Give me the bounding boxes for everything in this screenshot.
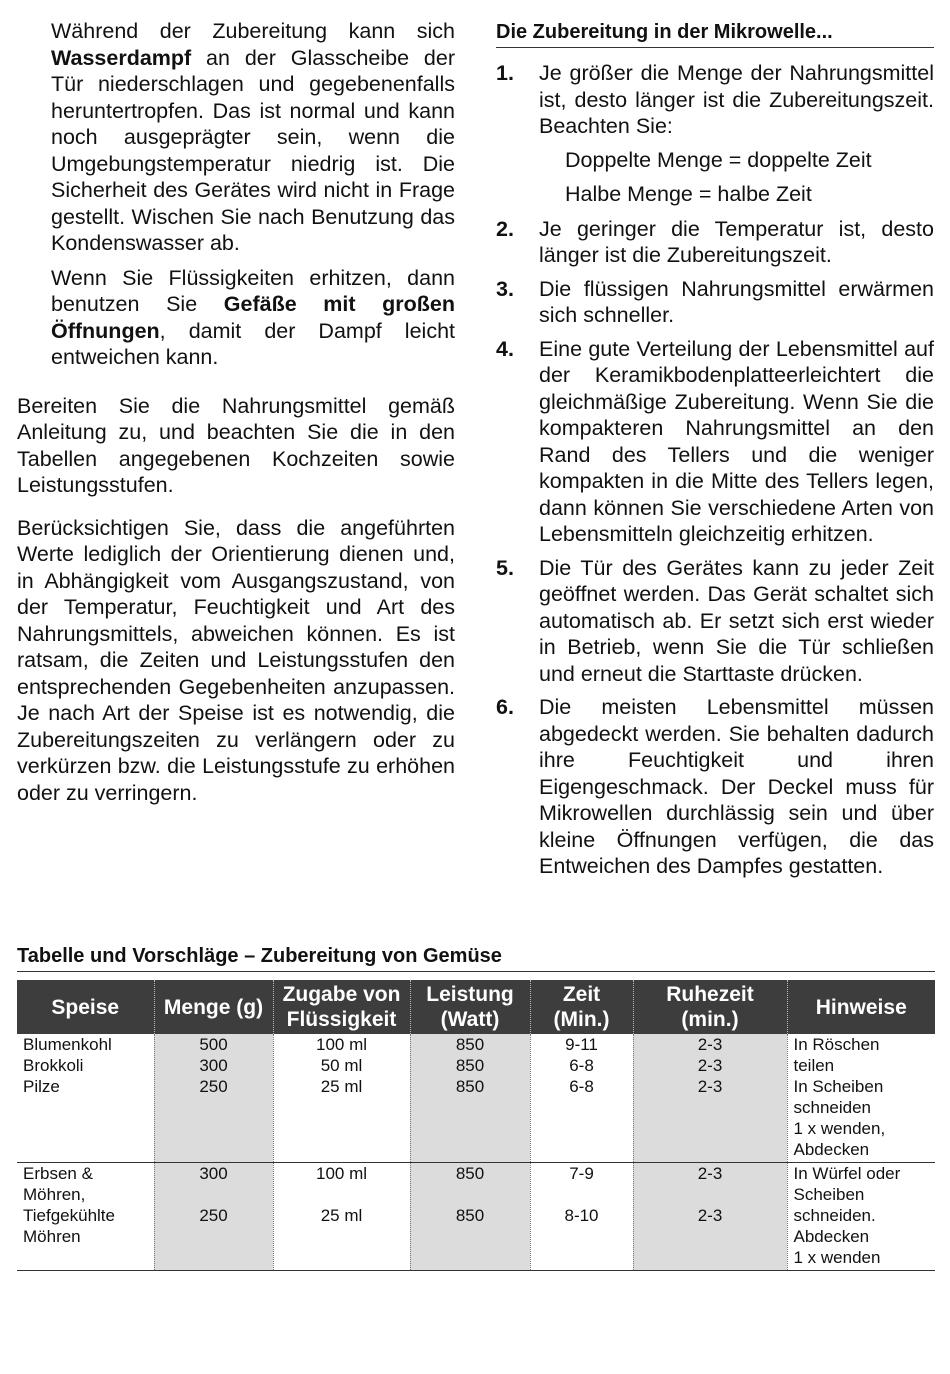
cell-zugabe: 100 ml 25 ml — [273, 1163, 410, 1271]
microwave-heading: Die Zubereitung in der Mikrowelle... — [496, 18, 934, 48]
cell-menge: 300 250 — [154, 1163, 273, 1271]
header-leistung: Leistung (Watt) — [410, 980, 530, 1034]
table-row — [17, 1163, 935, 1271]
cell-leistung: 850 850 — [410, 1163, 530, 1271]
bold-term-steam: Wasserdampf — [51, 45, 192, 70]
vegetable-table-section — [17, 942, 935, 1271]
left-column — [17, 18, 455, 806]
cell-zeit: 7-9 8-10 — [530, 1163, 633, 1271]
list-item: 1. Je größer die Menge der Nahrungsmittel ist, desto länger ist die Zubereitungszeit. Beachten Sie: — [496, 61, 934, 138]
header-menge: Menge (g) — [154, 980, 273, 1034]
cell-leistung: 850 850 850 — [410, 1034, 530, 1163]
vegetable-table — [17, 980, 935, 1271]
cell-hinweise: In Röschen teilen In Scheiben schneiden 1 x wenden, Abdecken — [787, 1034, 935, 1163]
bold-term-vessels: Gefäße mit großen Öffnungen — [51, 292, 455, 343]
header-zugabe: Zugabe von Flüssigkeit — [273, 980, 410, 1034]
table-row — [17, 1034, 935, 1163]
cell-zugabe: 100 ml 50 ml 25 ml — [273, 1034, 410, 1163]
right-column — [496, 18, 934, 887]
cell-ruhezeit: 2-3 2-3 2-3 — [633, 1034, 787, 1163]
header-hinweise: Hinweise — [787, 980, 935, 1034]
cell-menge: 500 300 250 — [154, 1034, 273, 1163]
guidance-paragraph: Berücksichtigen Sie, dass die angeführten Werte lediglich der Orientierung dienen und, in Abhängigkeit vom Ausgangszustand, von der Temperatur, Feuchtigkeit und Art des Nahrungsmittels, abweichen können. Es ist ratsam, die Zeiten und Leistungsstufen den entsprechenden Gegebenheiten anzupassen. Je nach Art der Speise ist es notwendig, die Zubereitungszeiten zu verlängern oder zu verkürzen bzw. die Leistungsstufe zu erhöhen oder zu verringern. — [17, 515, 455, 805]
rule-double: Doppelte Menge = doppelte Zeit — [565, 147, 872, 172]
preparation-paragraph: Bereiten Sie die Nahrungsmittel gemäß Anleitung zu, und beachten Sie die in den Tabellen angegebenen Kochzeiten sowie Leistungsstufen. — [17, 393, 455, 497]
header-zeit: Zeit (Min.) — [530, 980, 633, 1034]
cell-ruhezeit: 2-3 2-3 — [633, 1163, 787, 1271]
cell-hinweise: In Würfel oder Scheiben schneiden. Abdecken 1 x wenden — [787, 1163, 935, 1271]
cell-zeit: 9-11 6-8 6-8 — [530, 1034, 633, 1163]
cell-speise: Blumenkohl Brokkoli Pilze — [17, 1034, 154, 1163]
condensation-paragraph: Während der Zubereitung kann sich Wasserdampf an der Glasscheibe der Tür niederschlagen und gegebenenfalls heruntertropfen. Das ist normal und kann noch ausgeprägter sein, wenn die Umgebungstemperatur niedrig ist. Die Sicherheit des Gerätes wird nicht in Frage gestellt. Wischen Sie nach Benutzung das Kondenswasser ab. — [51, 19, 455, 255]
header-speise: Speise — [17, 980, 154, 1034]
rule-half: Halbe Menge = halbe Zeit — [565, 182, 812, 206]
list-item: 6. Die meisten Lebensmittel müssen abgedeckt werden. Sie behalten dadurch ihre Feuchtigkeit und ihren Eigengeschmack. Der Deckel muss für Mikrowellen durchlässig sein und über kleine Öffnungen verfügen, die das Entweichen des Dampfes gestatten. — [496, 695, 934, 878]
table-heading: Tabelle und Vorschläge – Zubereitung von Gemüse — [17, 942, 935, 972]
list-item: 2. Je geringer die Temperatur ist, desto länger ist die Zubereitungszeit. — [496, 216, 934, 267]
list-item: 3. Die flüssigen Nahrungsmittel erwärmen sich schneller. — [496, 276, 934, 327]
list-item: 5. Die Tür des Gerätes kann zu jeder Zeit geöffnet werden. Das Gerät schaltet sich automatisch ab. Er setzt sich erst wieder in Betrieb, wenn Sie die Tür schließen und erneut die Starttaste drücken. — [496, 555, 934, 686]
cell-speise: Erbsen & Möhren, Tiefgekühlte Möhren — [17, 1163, 154, 1271]
list-item: 4. Eine gute Verteilung der Lebensmittel auf der Keramikbodenplatteerleichtert die gleichmäßige Zubereitung. Wenn Sie die kompakteren Nahrungsmittel an den Rand des Tellers und die weniger kompakten in die Mitte des Tellers legen, dann können Sie verschiedene Arten von Lebensmitteln gleichzeitig erhitzen. — [496, 336, 934, 546]
header-ruhezeit: Ruhezeit (min.) — [633, 980, 787, 1034]
table-header-row — [17, 980, 935, 1034]
liquids-paragraph: Wenn Sie Flüssigkeiten erhitzen, dann benutzen Sie Gefäße mit großen Öffnungen, damit der Dampf leicht entweichen kann. — [51, 265, 455, 369]
